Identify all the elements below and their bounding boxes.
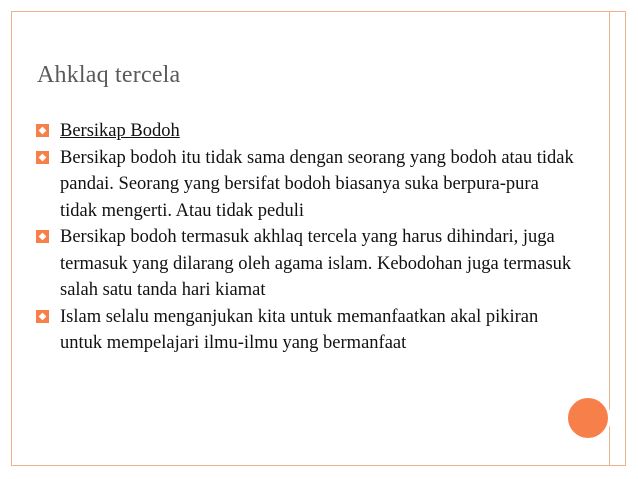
bullet-item bbox=[36, 118, 576, 145]
accent-circle bbox=[565, 395, 611, 441]
bullet-list bbox=[36, 118, 576, 357]
slide-title: Ahklaq tercela bbox=[37, 62, 181, 88]
bullet-text: Bersikap Bodoh bbox=[60, 121, 180, 141]
bullet-item bbox=[36, 145, 576, 225]
accent-vertical-line bbox=[609, 11, 610, 466]
bullet-item bbox=[36, 304, 576, 357]
square-diamond-bullet-icon bbox=[36, 230, 49, 243]
square-diamond-bullet-icon bbox=[36, 124, 49, 137]
bullet-item bbox=[36, 224, 576, 304]
bullet-text: Bersikap bodoh itu tidak sama dengan seorang yang bodoh atau tidak pandai. Seorang yang bersifat bodoh biasanya suka berpura-pura tidak mengerti. Atau tidak peduli bbox=[60, 147, 574, 221]
square-diamond-bullet-icon bbox=[36, 310, 49, 323]
bullet-text: Islam selalu menganjukan kita untuk memanfaatkan akal pikiran untuk mempelajari ilmu-ilmu yang bermanfaat bbox=[60, 306, 539, 353]
bullet-text: Bersikap bodoh termasuk akhlaq tercela yang harus dihindari, juga termasuk yang dilarang oleh agama islam. Kebodohan juga termasuk salah satu tanda hari kiamat bbox=[60, 227, 572, 300]
square-diamond-bullet-icon bbox=[36, 151, 49, 164]
